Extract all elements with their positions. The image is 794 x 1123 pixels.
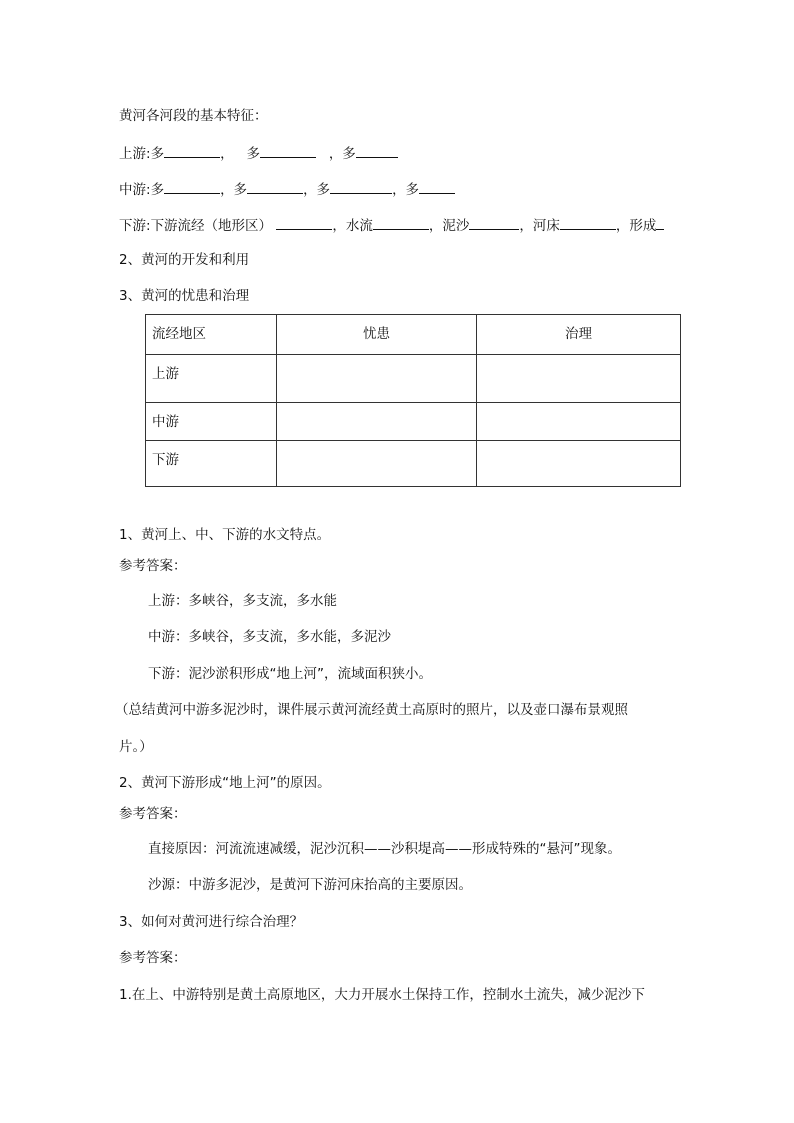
- lower-text-2: ，水流: [332, 218, 373, 234]
- table-header-region: 流经地区: [146, 315, 277, 355]
- table-row: [146, 355, 681, 403]
- question-3: 3、如何对黄河进行综合治理？: [119, 914, 304, 930]
- table-cell-upper: 上游: [146, 355, 277, 403]
- middle-blank-4[interactable]: [419, 179, 455, 194]
- lower-blank-3[interactable]: [469, 215, 519, 230]
- section-2-heading: 2、黄河的开发和利用: [119, 252, 250, 268]
- middle-sep-2: ，多: [303, 182, 331, 198]
- table-cell-lower-governance[interactable]: [477, 441, 681, 487]
- upper-blank-1[interactable]: [164, 143, 220, 158]
- lower-blank-2[interactable]: [373, 215, 429, 230]
- middle-blank-2[interactable]: [247, 179, 303, 194]
- answer-2-direct-cause: 直接原因：河流流速减缓，泥沙沉积——沙积堤高——形成特殊的“悬河”现象。: [148, 841, 621, 857]
- upper-word-a: 多: [150, 146, 165, 162]
- middle-word-a: 多: [150, 182, 165, 198]
- hazards-table: [145, 314, 681, 487]
- reference-answer-label-3: 参考答案：: [119, 950, 187, 966]
- middle-sep-3: ，多: [392, 182, 420, 198]
- table-header-governance: 治理: [477, 315, 681, 355]
- upper-blank-3[interactable]: [356, 143, 398, 158]
- lower-label: 下游:: [119, 218, 151, 234]
- question-1: 1、黄河上、中、下游的水文特点。: [119, 527, 331, 543]
- reference-answer-label-2: 参考答案：: [119, 806, 187, 822]
- features-heading: 黄河各河段的基本特征：: [119, 108, 268, 124]
- table-cell-upper-hazard[interactable]: [277, 355, 477, 403]
- teaching-note-line-2: 片。）: [119, 739, 153, 755]
- section-3-heading: 3、黄河的忧患和治理: [119, 288, 250, 304]
- table-cell-middle-hazard[interactable]: [277, 403, 477, 441]
- middle-label: 中游:: [119, 182, 151, 198]
- lower-text-5: ，形成: [615, 218, 657, 234]
- upper-sep-1: ，: [220, 146, 234, 162]
- table-cell-middle-governance[interactable]: [477, 403, 681, 441]
- middle-blank-1[interactable]: [164, 179, 220, 194]
- lower-text-3: ，泥沙: [428, 218, 470, 234]
- middle-blank-3[interactable]: [330, 179, 392, 194]
- teaching-note-line-1: （总结黄河中游多泥沙时，课件展示黄河流经黄土高原时的照片，以及壶口瀑布景观照: [115, 702, 628, 718]
- table-cell-upper-governance[interactable]: [477, 355, 681, 403]
- middle-features-line: [119, 179, 455, 199]
- table-cell-lower-hazard[interactable]: [277, 441, 477, 487]
- lower-blank-1[interactable]: [276, 215, 332, 230]
- lower-blank-5[interactable]: [656, 215, 664, 230]
- table-header-row: [146, 315, 681, 355]
- upper-blank-2[interactable]: [260, 143, 316, 158]
- table-header-hazards: 忧患: [277, 315, 477, 355]
- upper-sep-2: ，多: [328, 146, 356, 162]
- table-row: [146, 441, 681, 487]
- lower-text-1: 下游流经（地形区）: [150, 218, 273, 234]
- upper-word-b: 多: [246, 146, 260, 162]
- table-row: [146, 403, 681, 441]
- question-2: 2、黄河下游形成“地上河”的原因。: [119, 775, 331, 791]
- lower-features-line: [119, 215, 664, 235]
- upper-label: 上游:: [119, 146, 151, 162]
- answer-3-item-1: 1.在上、中游特别是黄土高原地区，大力开展水土保持工作，控制水土流失，减少泥沙下: [119, 987, 645, 1003]
- upper-features-line: [119, 143, 398, 163]
- lower-text-4: ，河床: [519, 218, 560, 234]
- lower-blank-4[interactable]: [560, 215, 616, 230]
- table-cell-middle: 中游: [146, 403, 277, 441]
- answer-1-upper: 上游：多峡谷，多支流，多水能: [148, 593, 337, 609]
- middle-sep-1: ，多: [220, 182, 248, 198]
- answer-2-sediment-source: 沙源：中游多泥沙，是黄河下游河床抬高的主要原因。: [148, 877, 472, 893]
- answer-1-middle: 中游：多峡谷，多支流，多水能，多泥沙: [148, 629, 391, 645]
- table-cell-lower: 下游: [146, 441, 277, 487]
- reference-answer-label-1: 参考答案：: [119, 558, 187, 574]
- answer-1-lower: 下游：泥沙淤积形成“地上河”，流域面积狭小。: [148, 666, 432, 682]
